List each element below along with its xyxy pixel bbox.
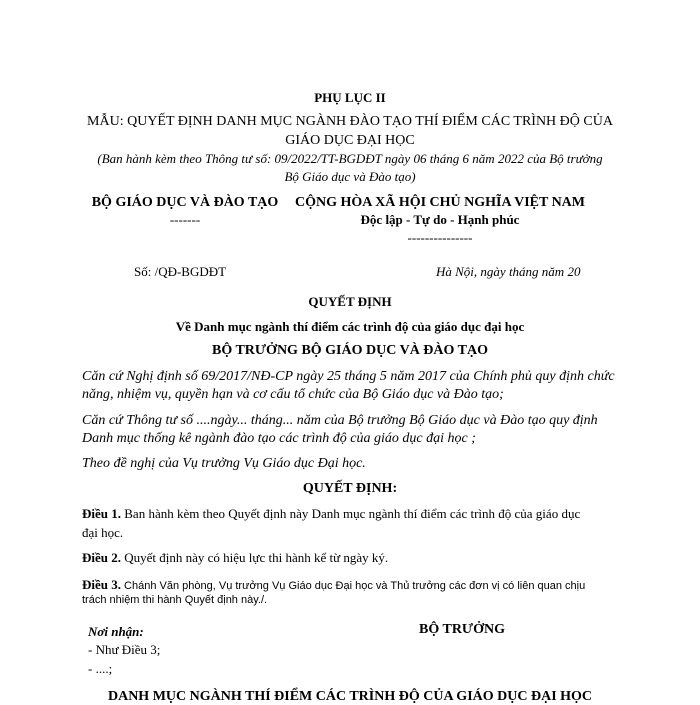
decision-title: QUYẾT ĐỊNH bbox=[308, 294, 392, 309]
next-page-heading: DANH MỤC NGÀNH THÍ ĐIỂM CÁC TRÌNH ĐỘ CỦA GIÁO DỤC ĐẠI HỌC bbox=[107, 689, 593, 704]
document-number: Số: /QĐ-BGDĐT bbox=[134, 264, 227, 279]
legal-basis-1-line1: Căn cứ Nghị định số 69/2017/NĐ-CP ngày 25 tháng 5 năm 2017 của Chính phủ quy định chức bbox=[82, 369, 615, 384]
article-1-label: Điều 1. bbox=[82, 506, 121, 521]
article-1-text: Ban hành kèm theo Quyết định này Danh mục ngành thí điểm các trình độ của giáo dục bbox=[121, 506, 581, 521]
article-1-line2: đại học. bbox=[82, 525, 124, 540]
legal-basis-2-line1: Căn cứ Thông tư số ....ngày... tháng... năm của Bộ trưởng Bộ Giáo dục và Đào tạo quy định bbox=[82, 413, 598, 428]
ministry-name: BỘ GIÁO DỤC VÀ ĐÀO TẠO bbox=[91, 195, 279, 210]
recipients-label: Nơi nhận: bbox=[88, 624, 144, 639]
recipient-item: - Như Điều 3; bbox=[88, 642, 161, 657]
recipient-item: - ....; bbox=[88, 661, 113, 676]
form-title-line2: GIÁO DỤC ĐẠI HỌC bbox=[285, 133, 415, 148]
issued-note-line2: Bộ Giáo dục và Đào tạo) bbox=[284, 169, 416, 184]
article-2 bbox=[82, 550, 388, 566]
signer-title: BỘ TRƯỞNG bbox=[419, 622, 505, 637]
legal-basis-1-line2: năng, nhiệm vụ, quyền hạn và cơ cấu tổ chức của Bộ Giáo dục và Đào tạo; bbox=[82, 387, 504, 402]
national-motto: Độc lập - Tự do - Hạnh phúc bbox=[360, 212, 520, 227]
legal-basis-3: Theo đề nghị của Vụ trưởng Vụ Giáo dục Đại học. bbox=[82, 456, 366, 471]
decision-authority: BỘ TRƯỞNG BỘ GIÁO DỤC VÀ ĐÀO TẠO bbox=[211, 343, 488, 358]
ministry-rule: ------- bbox=[169, 212, 201, 227]
article-3-text: Chánh Văn phòng, Vụ trưởng Vụ Giáo dục Đại học và Thủ trưởng các đơn vị có liên quan chịu bbox=[121, 580, 586, 592]
article-2-label: Điều 2. bbox=[82, 550, 121, 565]
republic-name: CỘNG HÒA XÃ HỘI CHỦ NGHĨA VIỆT NAM bbox=[294, 195, 585, 210]
article-1-line1 bbox=[82, 506, 580, 522]
article-3-line2: trách nhiệm thi hành Quyết định này./. bbox=[82, 594, 268, 606]
decides-heading: QUYẾT ĐỊNH: bbox=[302, 481, 398, 496]
decision-subject: Về Danh mục ngành thí điểm các trình độ của giáo dục đại học bbox=[175, 319, 525, 334]
article-3-label: Điều 3. bbox=[82, 577, 121, 592]
place-and-date: Hà Nội, ngày tháng năm 20 bbox=[436, 264, 581, 279]
article-2-text: Quyết định này có hiệu lực thi hành kể từ ngày ký. bbox=[121, 550, 389, 565]
form-title-line1: MẪU: QUYẾT ĐỊNH DANH MỤC NGÀNH ĐÀO TẠO THÍ ĐIỂM CÁC TRÌNH ĐỘ CỦA bbox=[87, 114, 613, 129]
article-3-line1 bbox=[82, 576, 585, 594]
appendix-title: PHỤ LỤC II bbox=[314, 90, 386, 105]
issued-note-line1: (Ban hành kèm theo Thông tư số: 09/2022/TT-BGDĐT ngày 06 tháng 6 năm 2022 của Bộ trưởng bbox=[97, 151, 603, 166]
motto-rule: --------------- bbox=[407, 230, 473, 245]
legal-basis-2-line2: Danh mục thống kê ngành đào tạo các trình độ của giáo dục đại học ; bbox=[82, 431, 476, 446]
